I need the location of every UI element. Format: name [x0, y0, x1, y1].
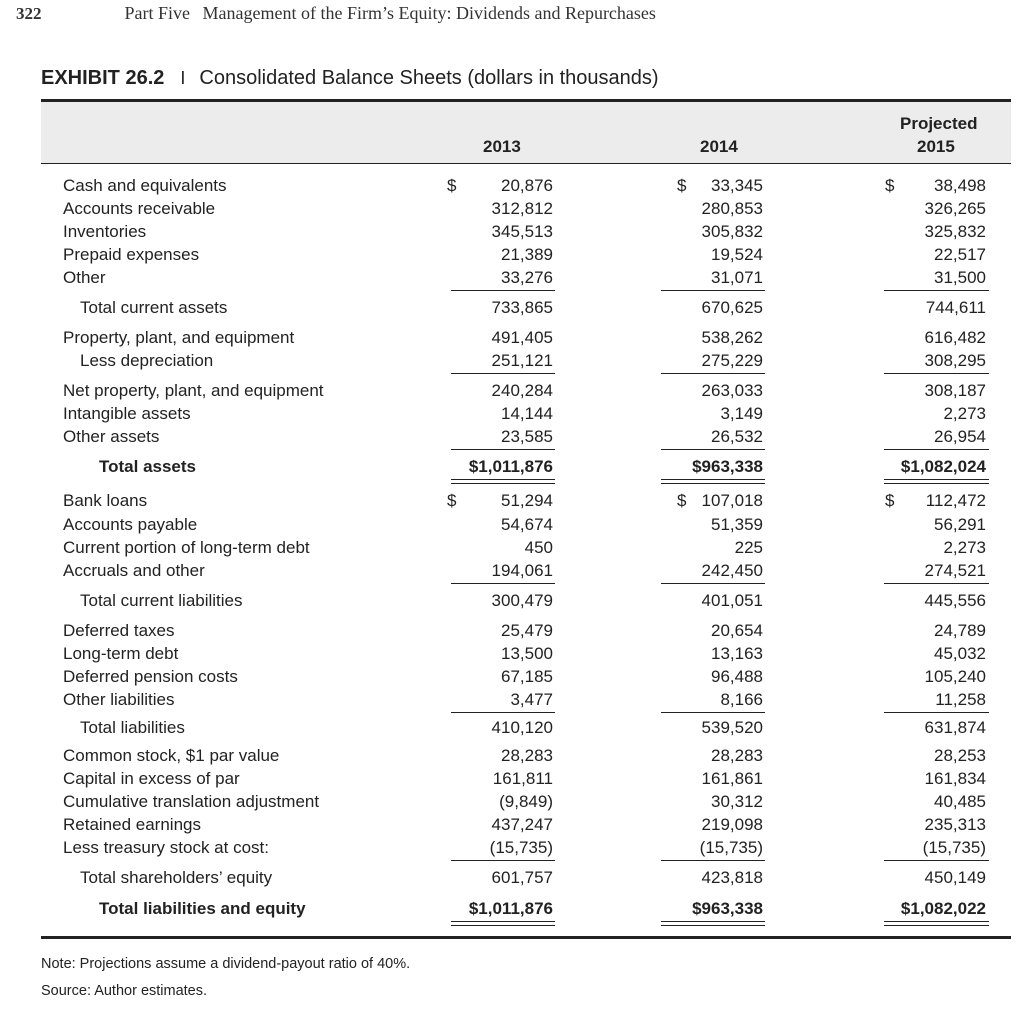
- table-row: [0, 490, 1024, 512]
- table-row: [0, 456, 1024, 478]
- value-2014: 19,524: [711, 245, 763, 264]
- page-number: 322: [16, 4, 42, 23]
- value-2014: 539,520: [701, 718, 763, 737]
- value-2014: 31,071: [711, 268, 763, 287]
- value-2015: 631,874: [924, 718, 986, 737]
- value-2013: 312,812: [491, 199, 553, 218]
- value-2014: 670,625: [701, 298, 763, 317]
- value-2013: 733,865: [491, 298, 553, 317]
- subtotal-rule: [884, 373, 989, 374]
- value-2015: 450,149: [924, 868, 986, 887]
- subtotal-rule: [451, 712, 555, 713]
- value-2014: 51,359: [711, 515, 763, 534]
- table-row: [0, 837, 1024, 859]
- value-2013: 410,120: [491, 718, 553, 737]
- row-label: Cumulative translation adjustment: [63, 792, 320, 811]
- total-double-rule: [451, 921, 555, 926]
- value-2013: 300,479: [491, 591, 553, 610]
- table-row: [0, 768, 1024, 790]
- subtotal-rule: [884, 583, 989, 584]
- table-row: [0, 221, 1024, 243]
- value-2013: 67,185: [501, 667, 553, 686]
- value-2015: 325,832: [924, 222, 986, 241]
- value-2015: 616,482: [924, 328, 986, 347]
- dollar-sign: $: [677, 491, 687, 510]
- value-2015: 11,258: [935, 690, 986, 709]
- subtotal-rule: [661, 373, 765, 374]
- value-2014: 242,450: [701, 561, 763, 580]
- subtotal-rule: [884, 290, 989, 291]
- value-2013: 3,477: [510, 690, 553, 709]
- column-header-projected: Projected: [900, 114, 978, 133]
- value-2013: 194,061: [491, 561, 553, 580]
- part-label: Part Five: [124, 3, 190, 23]
- value-2013: (15,735): [489, 838, 553, 857]
- value-2013: 345,513: [491, 222, 553, 241]
- row-label: Inventories: [63, 222, 147, 241]
- exhibit-label: EXHIBIT 26.2: [41, 67, 165, 89]
- value-2015: 2,273: [943, 404, 986, 423]
- column-header-2015: 2015: [917, 137, 955, 156]
- total-double-rule: [661, 479, 765, 484]
- value-2013: 21,389: [501, 245, 553, 264]
- table-source: Source: Author estimates.: [41, 983, 208, 999]
- row-label: Total liabilities: [80, 718, 185, 737]
- value-2014: (15,735): [699, 838, 763, 857]
- value-2013: 251,121: [491, 351, 553, 370]
- table-row: [0, 620, 1024, 642]
- value-2015: 26,954: [934, 427, 986, 446]
- value-2013: 450: [524, 538, 553, 557]
- row-label: Intangible assets: [63, 404, 191, 423]
- value-2015: $1,082,024: [900, 457, 986, 476]
- exhibit-heading: [41, 67, 659, 90]
- table-row: [0, 327, 1024, 349]
- value-2015: 744,611: [925, 298, 986, 317]
- value-2015: 308,295: [924, 351, 986, 370]
- value-2014: 161,861: [701, 769, 763, 788]
- value-2015: 38,498: [934, 176, 986, 195]
- row-label: Deferred taxes: [63, 621, 175, 640]
- row-label: Current portion of long-term debt: [63, 538, 310, 557]
- table-row: [0, 791, 1024, 813]
- value-2014: 263,033: [701, 381, 763, 400]
- dollar-sign: $: [885, 176, 895, 195]
- table-row: [0, 717, 1024, 739]
- row-label: Capital in excess of par: [63, 769, 240, 788]
- value-2013: 240,284: [491, 381, 553, 400]
- table-row: [0, 898, 1024, 920]
- value-2015: 31,500: [934, 268, 986, 287]
- value-2015: 112,472: [925, 491, 986, 510]
- table-bottom-rule: [41, 936, 1011, 939]
- row-label: Common stock, $1 par value: [63, 746, 280, 765]
- value-2015: $1,082,022: [900, 899, 986, 918]
- subtotal-rule: [451, 449, 555, 450]
- row-label: Other liabilities: [63, 690, 175, 709]
- value-2013: 54,674: [501, 515, 553, 534]
- value-2015: 24,789: [934, 621, 986, 640]
- subtotal-rule: [451, 583, 555, 584]
- value-2014: 401,051: [701, 591, 763, 610]
- value-2015: 105,240: [924, 667, 986, 686]
- value-2015: 235,313: [924, 815, 986, 834]
- table-row: [0, 666, 1024, 688]
- value-2013: $1,011,876: [468, 457, 553, 476]
- value-2014: 538,262: [701, 328, 763, 347]
- table-row: [0, 560, 1024, 582]
- value-2014: 28,283: [711, 746, 763, 765]
- subtotal-rule: [884, 860, 989, 861]
- subtotal-rule: [661, 449, 765, 450]
- dollar-sign: $: [677, 176, 687, 195]
- value-2013: 28,283: [501, 746, 553, 765]
- value-2015: 445,556: [924, 591, 986, 610]
- value-2014: $963,338: [692, 899, 763, 918]
- dollar-sign: $: [885, 491, 895, 510]
- table-row: [0, 590, 1024, 612]
- dollar-sign: $: [447, 491, 457, 510]
- row-label: Cash and equivalents: [63, 176, 227, 195]
- value-2015: 2,273: [943, 538, 986, 557]
- value-2014: 225: [734, 538, 763, 557]
- table-row: [0, 297, 1024, 319]
- value-2013: 491,405: [491, 328, 553, 347]
- subtotal-rule: [884, 712, 989, 713]
- value-2015: (15,735): [922, 838, 986, 857]
- total-double-rule: [451, 479, 555, 484]
- table-header: [41, 102, 1011, 164]
- row-label: Long-term debt: [63, 644, 179, 663]
- table-row: [0, 244, 1024, 266]
- row-label: Accruals and other: [63, 561, 205, 580]
- subtotal-rule: [884, 449, 989, 450]
- value-2014: 423,818: [701, 868, 763, 887]
- value-2015: 45,032: [934, 644, 986, 663]
- table-row: [0, 537, 1024, 559]
- value-2014: 8,166: [720, 690, 763, 709]
- row-label: Total current liabilities: [80, 591, 243, 610]
- dollar-sign: $: [447, 176, 457, 195]
- row-label: Retained earnings: [63, 815, 201, 834]
- subtotal-rule: [661, 583, 765, 584]
- table-row: [0, 380, 1024, 402]
- value-2013: 437,247: [491, 815, 553, 834]
- value-2015: 274,521: [924, 561, 986, 580]
- row-label: Total assets: [99, 457, 197, 476]
- value-2014: 275,229: [701, 351, 763, 370]
- row-label: Bank loans: [63, 491, 148, 510]
- value-2013: 23,585: [501, 427, 553, 446]
- row-label: Total current assets: [80, 298, 228, 317]
- value-2014: 26,532: [711, 427, 763, 446]
- total-double-rule: [884, 479, 989, 484]
- row-label: Accounts receivable: [63, 199, 216, 218]
- row-label: Net property, plant, and equipment: [63, 381, 324, 400]
- table-row: [0, 175, 1024, 197]
- row-label: Total shareholders’ equity: [80, 868, 273, 887]
- subtotal-rule: [661, 290, 765, 291]
- value-2013: (9,849): [499, 792, 553, 811]
- chapter-title: Management of the Firm’s Equity: Dividends and Repurchases: [202, 3, 656, 23]
- value-2015: 40,485: [934, 792, 986, 811]
- row-label: Other: [63, 268, 106, 287]
- row-label: Less depreciation: [80, 351, 214, 370]
- value-2015: 326,265: [924, 199, 986, 218]
- total-double-rule: [661, 921, 765, 926]
- value-2014: $963,338: [692, 457, 763, 476]
- row-label: Other assets: [63, 427, 160, 446]
- table-row: [0, 867, 1024, 889]
- value-2014: 280,853: [701, 199, 763, 218]
- value-2013: 33,276: [501, 268, 553, 287]
- value-2015: 22,517: [934, 245, 986, 264]
- value-2013: 14,144: [501, 404, 553, 423]
- subtotal-rule: [451, 860, 555, 861]
- row-label: Total liabilities and equity: [99, 899, 306, 918]
- exhibit-separator: I: [180, 68, 186, 88]
- value-2014: 20,654: [711, 621, 763, 640]
- subtotal-rule: [451, 290, 555, 291]
- table-row: [0, 403, 1024, 425]
- value-2014: 96,488: [711, 667, 763, 686]
- value-2015: 161,834: [924, 769, 986, 788]
- value-2014: 33,345: [711, 176, 763, 195]
- row-label: Less treasury stock at cost:: [63, 838, 269, 857]
- table-row: [0, 643, 1024, 665]
- value-2013: 13,500: [501, 644, 553, 663]
- value-2014: 13,163: [711, 644, 763, 663]
- table-row: [0, 514, 1024, 536]
- value-2013: 601,757: [491, 868, 553, 887]
- table-row: [0, 745, 1024, 767]
- value-2014: 30,312: [711, 792, 763, 811]
- value-2014: 107,018: [701, 491, 763, 510]
- row-label: Prepaid expenses: [63, 245, 200, 264]
- value-2015: 56,291: [934, 515, 986, 534]
- value-2013: 20,876: [501, 176, 553, 195]
- column-header-2013: 2013: [483, 137, 521, 156]
- value-2013: 25,479: [501, 621, 553, 640]
- subtotal-rule: [451, 373, 555, 374]
- value-2013: $1,011,876: [468, 899, 553, 918]
- subtotal-rule: [661, 712, 765, 713]
- row-label: Property, plant, and equipment: [63, 328, 295, 347]
- value-2013: 161,811: [492, 769, 553, 788]
- value-2014: 3,149: [720, 404, 763, 423]
- value-2015: 308,187: [924, 381, 986, 400]
- table-row: [0, 198, 1024, 220]
- exhibit-title: Consolidated Balance Sheets (dollars in thousands): [199, 67, 659, 89]
- row-label: Deferred pension costs: [63, 667, 238, 686]
- table-note: Note: Projections assume a dividend-payout ratio of 40%.: [41, 956, 411, 972]
- value-2015: 28,253: [934, 746, 986, 765]
- column-header-2014: 2014: [700, 137, 738, 156]
- table-row: [0, 426, 1024, 448]
- table-row: [0, 814, 1024, 836]
- total-double-rule: [884, 921, 989, 926]
- table-row: [0, 267, 1024, 289]
- running-head: [16, 3, 656, 24]
- row-label: Accounts payable: [63, 515, 198, 534]
- value-2014: 305,832: [701, 222, 763, 241]
- value-2014: 219,098: [701, 815, 763, 834]
- table-row: [0, 689, 1024, 711]
- subtotal-rule: [661, 860, 765, 861]
- value-2013: 51,294: [501, 491, 553, 510]
- table-row: [0, 350, 1024, 372]
